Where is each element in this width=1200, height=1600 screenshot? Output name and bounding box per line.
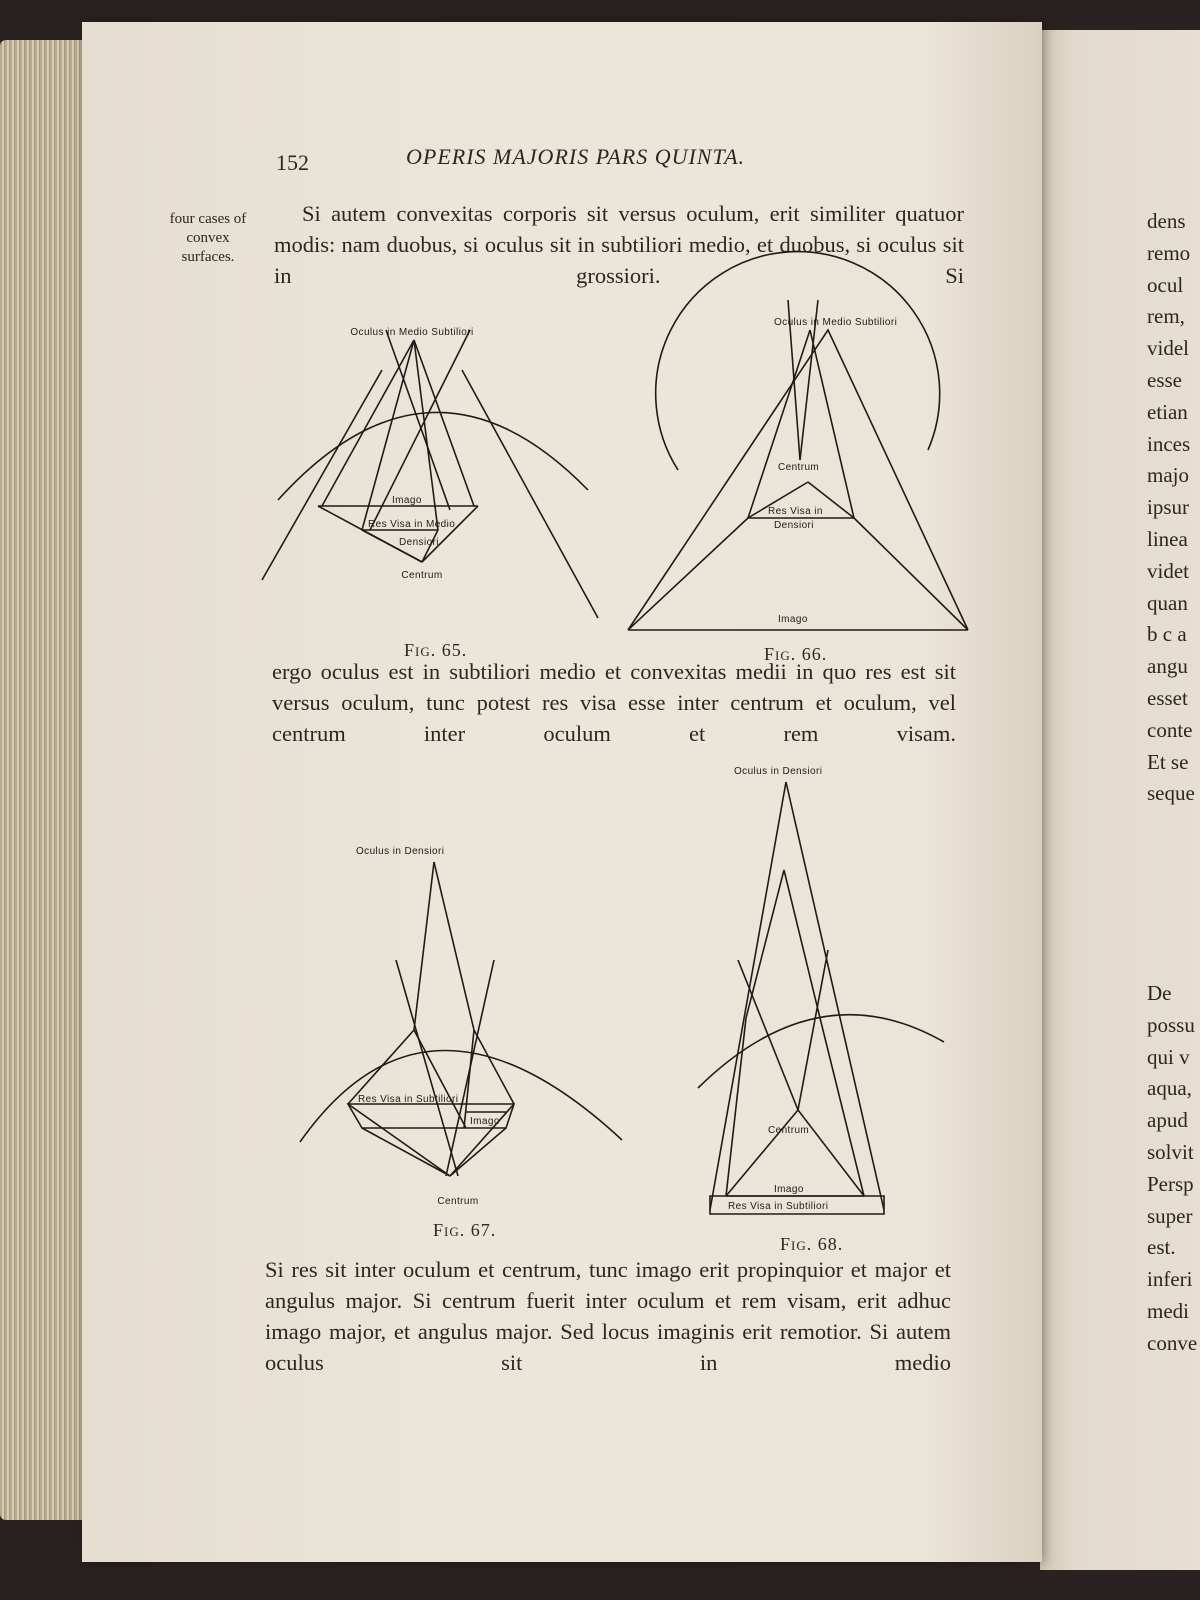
facing-page-line: etian [1147, 399, 1188, 424]
fig66-outer-triangle [628, 330, 968, 630]
figure-67 [298, 840, 638, 1210]
fig66-label-center: Centrum [778, 462, 820, 473]
fig67-label-eye: Oculus in Densiori [356, 846, 445, 857]
fig65-label-center: Centrum [401, 570, 443, 581]
facing-page-line: super [1147, 1203, 1193, 1228]
facing-page-line: majo [1147, 463, 1189, 488]
fig68-ray [784, 870, 820, 1018]
facing-page-text-top [1147, 206, 1200, 810]
fig65-caption: Fig. 65. [404, 640, 468, 660]
running-title: OPERIS MAJORIS PARS QUINTA. [406, 144, 746, 169]
facing-page-line: inferi [1147, 1267, 1193, 1292]
fig67-caption: Fig. 67. [433, 1220, 497, 1240]
fig66-label-object-2: Densiori [774, 520, 814, 531]
fig65-label-eye: Oculus in Medio Subtiliori [350, 327, 474, 338]
facing-page-line: angu [1147, 654, 1188, 679]
fig68-ray [820, 1018, 864, 1196]
figure-66-diagram [628, 300, 968, 630]
fig66-ray [854, 518, 968, 630]
facing-page-line: inces [1147, 431, 1191, 456]
fig68-ray [738, 960, 798, 1110]
fig65-ray [386, 330, 450, 510]
facing-page-line: seque [1147, 781, 1195, 806]
fig66-ray [628, 518, 748, 630]
fig68-label-object: Res Visa in Subtiliori [728, 1201, 829, 1212]
facing-page-line: conte [1147, 717, 1193, 742]
facing-page-text-bottom [1147, 978, 1200, 1360]
fig65-label-object-2: Densiori [399, 537, 439, 548]
facing-page-line: ipsur [1147, 495, 1189, 520]
paragraph-1: Si autem convexitas corporis sit versus oculum, erit similiter quatuor modis: nam duobus, si oculus sit in subtiliori medio, et duobus, si oculus sit in grossiori. Si [274, 201, 964, 288]
figure-65-diagram [262, 300, 602, 630]
facing-page-line: linea [1147, 526, 1188, 551]
figure-66 [628, 300, 968, 630]
facing-page-line: qui v [1147, 1044, 1190, 1069]
fig65-ray [262, 370, 382, 580]
facing-page-line: videt [1147, 558, 1189, 583]
fig66-label-object-1: Res Visa in [768, 506, 823, 517]
book-page-edges [0, 40, 92, 1520]
fig68-label-center: Centrum [768, 1125, 810, 1136]
page-number: 152 [276, 150, 309, 175]
fig66-ray [748, 330, 810, 518]
fig68-caption: Fig. 68. [780, 1234, 844, 1254]
fig67-ray [474, 1030, 514, 1104]
paragraph-3: Si res sit inter oculum et centrum, tunc imago erit propinquior et major et angulus major. Si centrum fuerit inter oculum et rem visam, erit adhuc imago major, et angulus major. Sed locus imaginis erit remotior. Si autem oculus sit in medio [265, 1257, 951, 1375]
facing-page-line: videl [1147, 336, 1189, 361]
fig67-ray [450, 1128, 506, 1176]
facing-page-line: dens [1147, 209, 1186, 233]
facing-page-line: conve [1147, 1330, 1198, 1355]
figure-65 [262, 300, 602, 630]
facing-page-line: Et se [1147, 749, 1189, 774]
fig67-label-image: Imago [470, 1116, 500, 1127]
fig65-ray [422, 506, 478, 562]
fig65-label-image: Imago [392, 495, 422, 506]
fig66-ray [810, 330, 854, 518]
fig66-label-image: Imago [778, 614, 808, 625]
fig67-ray [464, 1030, 474, 1128]
facing-page-line: Persp [1147, 1171, 1194, 1196]
facing-page-line: quan [1147, 590, 1188, 615]
fig68-label-eye: Oculus in Densiori [734, 766, 823, 777]
fig67-ray [362, 1128, 450, 1176]
fig68-ray [710, 782, 786, 1210]
facing-page-line: b c a [1147, 622, 1187, 647]
facing-page-line: remo [1147, 240, 1191, 265]
facing-page-line: esset [1147, 685, 1188, 710]
fig66-label-eye: Oculus in Medio Subtiliori [774, 317, 898, 328]
facing-page-line: possu [1147, 1012, 1195, 1037]
fig66-caption: Fig. 66. [764, 644, 828, 664]
facing-page-line: De [1147, 981, 1172, 1005]
facing-page-line: ocul [1147, 272, 1184, 297]
fig68-ray [786, 782, 884, 1210]
facing-page-line: esse [1147, 367, 1182, 392]
fig65-ray [462, 370, 598, 618]
facing-page-line: medi [1147, 1298, 1189, 1323]
fig65-label-object-1: Res Visa in Medio [368, 519, 456, 530]
fig65-ray [322, 340, 414, 506]
figure-68-diagram [698, 760, 958, 1230]
fig67-ray [434, 862, 474, 1030]
fig67-ray [348, 1104, 450, 1176]
fig68-arc [698, 1015, 944, 1088]
figure-67-diagram [298, 840, 638, 1210]
fig67-label-object: Res Visa in Subtiliori [358, 1094, 459, 1105]
paragraph-2: ergo oculus est in subtiliori medio et convexitas medii in quo res est sit versus oculum, tunc potest res visa esse inter centrum et oculum, vel centrum inter oculum et rem visam. [272, 659, 956, 746]
facing-page-line: apud [1147, 1108, 1188, 1133]
page-header [276, 144, 846, 184]
fig67-label-center: Centrum [437, 1196, 479, 1207]
fig68-label-image: Imago [774, 1184, 804, 1195]
facing-page-line: solvit [1147, 1139, 1194, 1164]
fig67-ray [348, 1030, 414, 1104]
facing-page-line: est. [1147, 1235, 1176, 1260]
margin-note: four cases of convex surfaces. [169, 211, 247, 265]
facing-page-line: aqua, [1147, 1076, 1192, 1101]
fig67-ray [414, 862, 434, 1030]
facing-page-line: rem, [1147, 304, 1185, 329]
figure-68 [698, 760, 958, 1230]
